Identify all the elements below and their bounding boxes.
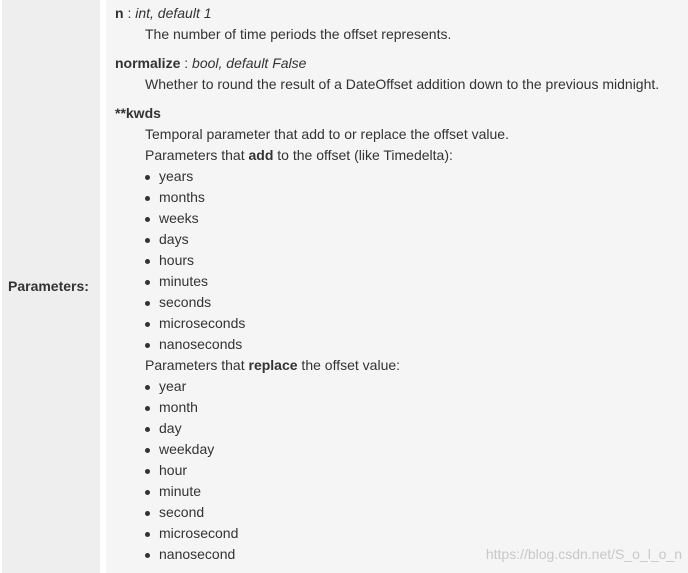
list-item: months: [115, 187, 509, 208]
parameters-label: Parameters:: [8, 278, 89, 294]
list-item: day: [115, 418, 509, 439]
param-normalize-sep: :: [180, 55, 193, 71]
add-heading-bold: add: [248, 147, 274, 163]
param-kwds: [115, 103, 509, 565]
param-kwds-replace-heading: [145, 355, 509, 376]
param-normalize-term: [115, 53, 659, 74]
replace-heading-pre: Parameters that: [145, 357, 249, 373]
list-item: nanosecond: [115, 544, 509, 565]
list-item: minutes: [115, 271, 509, 292]
param-normalize-type: bool, default False: [192, 55, 307, 71]
parameters-content-cell: [106, 0, 688, 573]
param-n: [115, 3, 451, 45]
parameters-label-cell: [2, 0, 100, 573]
replace-heading-post: the offset value:: [297, 357, 401, 373]
list-item: hours: [115, 250, 509, 271]
param-n-sep: :: [123, 5, 136, 21]
param-normalize-desc: Whether to round the result of a DateOffset addition down to the previous midnight.: [145, 76, 660, 92]
list-item: year: [115, 376, 509, 397]
replace-params-list: [115, 376, 509, 565]
param-kwds-add-heading: [145, 145, 509, 166]
add-heading-post: to the offset (like Timedelta):: [273, 147, 453, 163]
list-item: month: [115, 397, 509, 418]
list-item: weekday: [115, 439, 509, 460]
list-item: second: [115, 502, 509, 523]
list-item: microsecond: [115, 523, 509, 544]
list-item: years: [115, 166, 509, 187]
param-kwds-desc: Temporal parameter that add to or replace the offset value.: [145, 126, 509, 142]
param-n-type: int, default 1: [135, 5, 212, 21]
watermark-text: https://blog.csdn.net/S_o_l_o_n: [485, 546, 682, 562]
list-item: nanoseconds: [115, 334, 509, 355]
list-item: hour: [115, 460, 509, 481]
list-item: weeks: [115, 208, 509, 229]
param-kwds-term: [115, 103, 509, 124]
param-normalize-name: normalize: [115, 55, 181, 71]
param-n-term: [115, 3, 451, 24]
add-heading-pre: Parameters that: [145, 147, 249, 163]
add-params-list: [115, 166, 509, 355]
list-item: microseconds: [115, 313, 509, 334]
list-item: days: [115, 229, 509, 250]
param-normalize: [115, 53, 659, 95]
replace-heading-bold: replace: [248, 357, 298, 373]
list-item: seconds: [115, 292, 509, 313]
param-kwds-name: **kwds: [115, 105, 161, 121]
param-n-desc: The number of time periods the offset represents.: [145, 26, 452, 42]
list-item: minute: [115, 481, 509, 502]
param-n-name: n: [115, 5, 124, 21]
